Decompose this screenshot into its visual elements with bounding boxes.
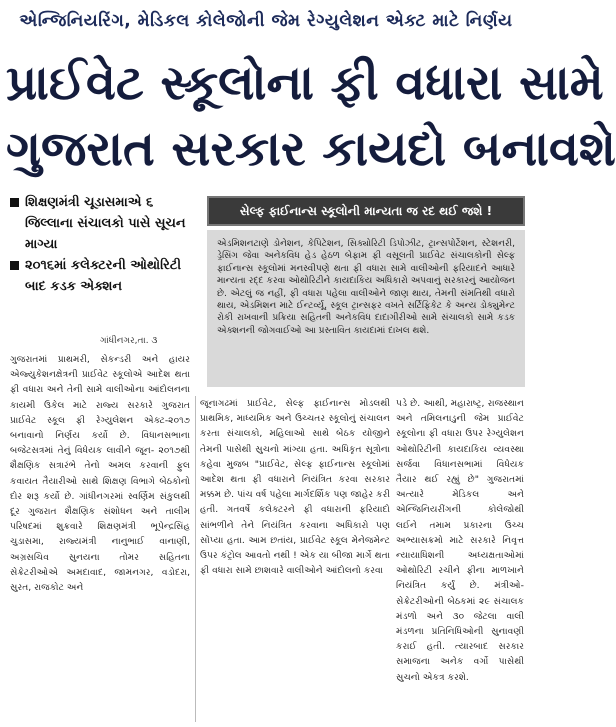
- article-kicker: એન્જિનિયરિંગ, મેડિકલ કોલેજોની જેમ રેગ્યુલેશન એક્ટ માટે નિર્ણય: [19, 11, 513, 31]
- box-text: એડમિશનટાણે ડોનેશન, કેપિટેશન, સિક્યોરિટી ડિપોઝીટ, ટ્રાન્સપોર્ટેશન, સ્ટેશનરી, ડ્રેસિંગ જેવા અનેકવિધ હેડ હેઠળ બેફામ ફી વસૂલતી પ્રાઈવેટ સંચાલકોની સેલ્ફ ફાઈનાન્સ સ્કૂલોમાં મનસ્વીપણે થતા ફી વધારા સામે વાલીઓની ફરિયાદને આધારે માન્યતા રદ્દ કરવા ઓથોરિટીને કાયદાકિય અધિકારો અપવાનું સરકારનું આયોજન છે. એટલું જ નહીં, ફી વધારા પહેલા વાલીઓને જાણ થાય, તેમની સંમતિથી વધારો થાય, એડમિશન માટે ઈન્ટર્વ્યૂ, સ્કૂલ ટ્રાન્સફર વખતે સર્ટિફિકેટ કે અન્ય ડોક્યુમેન્ટ રોકી રાખવાની પ્રક્રિયા સહિતની અનેકવિધ દાદાગીરીઓ સામે સંચાલકો સામે કડક એક્શનની જોગવાઈઓ આ પ્રસ્તાવિત કાયદામાં દાખલ થશે.: [207, 230, 525, 387]
- dateline: ગાંધીનગર,તા. ૩: [100, 336, 158, 346]
- article-column-2: જૂનાગઢમાં પ્રાઈવેટ, સેલ્ફ ફાઈનાન્સ મોડલથી પ્રાથમિક, માધ્યમિક અને ઉચ્ચતર સ્કૂલોનું સંચાલન કરતા સંચાલકો, મહિલાઓ સાથે બેઠક યોજીને તેમની પાસેથી સુચનો માંગ્યા હતા. અધિકૃત સૂત્રોના કહેવા મુજબ "પ્રાઈવેટ, સેલ્ફ ફાઈનાન્સ સ્કૂલોમાં આદેશ થતા ફી વધારાને નિયંત્રિત કરવા સરકાર મક્કમ છે. પાંચ વર્ષ પહેલા માર્ગદર્શિક પણ જાહેર કરી હતી. ગતવર્ષે કલેક્ટરને ફી વધારાની ફરિયાદો સાંભળીને તેને નિયંત્રિત કરવાના અધિકારો પણ સોંપ્યા હતા. આમ છતાંય, પ્રાઈવેટ સ્કૂલ મેનેજમેન્ટ ઉપર કંટ્રોલ આવતો નથી ! એક યા બીજા માર્ગે થતા ફી વધારા સામે છાશવારે વાલીઓને આંદોલનો કરવા: [200, 398, 390, 577]
- article-column-3: પડે છે. આથી, મહારાષ્ટ્ર, રાજસ્થાન અને તમિલનાડુની જેમ પ્રાઈવેટ સ્કૂલોના ફી વધારા ઉપર રેગ્યુલેશન ઓથોરિટીની કાયદાકિય વ્યવસ્થા સર્જવા વિધાનસભામાં વિધેયક તૈયાર થઈ રહ્યું છે" ગુજરાતમાં અત્યારે મેડિકલ અને એન્જિનિયરીંગની કોલેજોથી લઈને તમામ પ્રકારના ઉચ્ચ અભ્યાસક્રમો માટે સરકારે નિવૃત્ત ન્યાયાધિશની અધ્યક્ષતાઓમાં ઓથોરિટી રચીને ફીના માળખાને નિયંત્રિત કર્યું છે. મંત્રીઓ- સેક્રેટરીઓની બેઠકમાં ૨૯ સંચાલક મંડળો અને ૩૦ જેટલા વાલી મંડળના પ્રતિનિધિઓની સુનાવણી કરાઈ હતી. ત્યારબાદ સરકાર સમાજના અનેક વર્ગો પાસેથી સુચનો એકત્ર કરશે.: [396, 398, 524, 683]
- summary-points: [10, 192, 195, 320]
- summary-point-text: ૨૦૧૬માં કલેક્ટરની ઓથોરિટી બાદ કડક એક્શન: [25, 258, 182, 294]
- summary-point: [10, 255, 195, 297]
- column-divider: [195, 396, 196, 722]
- summary-point-text: શિક્ષણમંત્રી ચૂડાસમાએ ૬ જિલ્લાના સંચાલકો પાસે સૂચન માગ્યા: [25, 195, 186, 252]
- bullet-square-icon: [10, 198, 19, 207]
- summary-point: [10, 192, 195, 255]
- headline-line-1: પ્રાઈવેટ સ્કૂલોના ફી વધારા સામે: [6, 55, 604, 111]
- box-title: સેલ્ફ ફાઈનાન્સ સ્કૂલોની માન્યતા જ રદ થઈ જશે !: [207, 196, 525, 226]
- headline-line-2: ગુજરાત સરકાર કાયદો બનાવશે: [6, 121, 616, 177]
- article-column-1: ગુજરાતમાં પ્રાથમરી, સેકન્ડરી અને હાયર એજ્યુકેશનક્ષેત્રની પ્રાઈવેટ સ્કૂલોએ આદેશ થતા ફી વધારા અને તેની સામે વાલીઓના આંદોલનના કાયમી ઉકેલ માટે રાજ્ય સરકારે ગુજરાત પ્રાઈવેટ સ્કૂલ ફી રેગ્યુલેશન એક્ટ-૨૦૧૭ બનાવાનો નિર્ણય કર્યો છે. વિધાનસભાના બજેટસત્રમાં તેનું વિધેયક લાવીને જૂન- ૨૦૧૭થી શૈક્ષણિક સત્રારંભે તેનો અમલ કરવાની ફુલ કવાયત તૈયારીઓ સાથે શિક્ષણ વિભાગે બેઠકોનો દોર શરૂ કર્યો છે. ગાંધીનગરમાં સ્વર્ણિમ સંકુલથી દૂર ગુજરાત શૈક્ષણિક સંશોધન અને તાલીમ પરિષદમાં શુક્રવારે શિક્ષણમંત્રી ભૂપેન્દ્રસિંહ ચુડાસમા, રાજ્યમંત્રી નાનુભાઈ વાનાણી, અગ્રસચિવ સુનયના તોમર સહિતના સેક્રેટરીઓએ અમદાવાદ, જામનગર, વડોદરા, સુરત, રાજકોટ અને: [10, 354, 190, 594]
- bullet-square-icon: [10, 261, 19, 270]
